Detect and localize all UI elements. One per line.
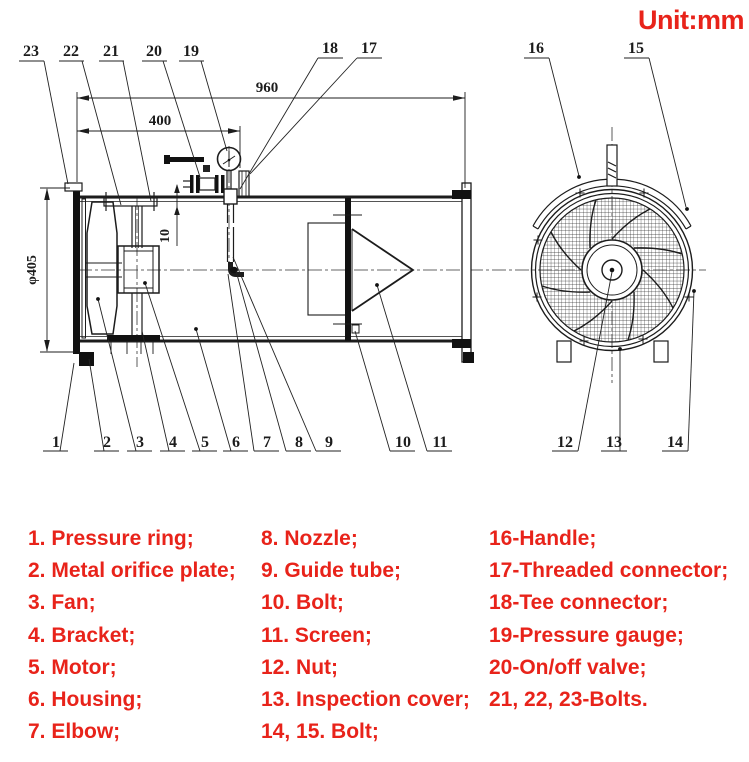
motor xyxy=(118,246,159,293)
legend-item: 5. Motor; xyxy=(28,655,117,679)
screen-section xyxy=(308,198,413,341)
legend-item: 10. Bolt; xyxy=(261,591,344,615)
legend-item: 7. Elbow; xyxy=(28,720,121,744)
callout-14: 14 xyxy=(667,434,683,451)
valve-lever xyxy=(167,157,204,162)
end-view xyxy=(532,145,694,362)
orifice-plate xyxy=(82,199,86,338)
callout-12: 12 xyxy=(557,434,573,451)
callout-20: 20 xyxy=(146,43,162,60)
dimension-texts xyxy=(25,80,278,285)
callout-8: 8 xyxy=(295,434,303,451)
legend-item: 20-On/off valve; xyxy=(489,655,647,679)
legend-item: 16-Handle; xyxy=(489,527,597,550)
callout-11: 11 xyxy=(432,434,448,451)
callout-19: 19 xyxy=(183,43,199,60)
callout-22: 22 xyxy=(63,43,79,60)
legend-item: 8. Nozzle; xyxy=(261,527,358,550)
legend-item: 13. Inspection cover; xyxy=(261,688,470,712)
legend-item: 21, 22, 23-Bolts. xyxy=(489,688,648,712)
legend-column-1 xyxy=(28,523,236,748)
callout-5: 5 xyxy=(201,434,209,451)
pressure-ring xyxy=(65,183,94,366)
callout-9: 9 xyxy=(325,434,333,451)
bracket xyxy=(104,192,160,354)
callout-7: 7 xyxy=(263,434,271,451)
callout-13: 13 xyxy=(606,434,622,451)
callout-3: 3 xyxy=(136,434,144,451)
callout-1: 1 xyxy=(52,434,60,451)
dimensions xyxy=(40,92,465,352)
legend-item: 2. Metal orifice plate; xyxy=(28,559,236,583)
legend-item: 6. Housing; xyxy=(28,688,143,712)
callout-16: 16 xyxy=(528,40,544,57)
legend-column-2 xyxy=(261,523,470,748)
legend-item: 9. Guide tube; xyxy=(261,559,402,583)
handle xyxy=(607,145,617,186)
callout-10: 10 xyxy=(395,434,411,451)
dim-400: 400 xyxy=(148,113,172,129)
legend-item: 3. Fan; xyxy=(28,591,96,615)
callout-18: 18 xyxy=(322,40,338,57)
callout-2: 2 xyxy=(103,434,111,451)
legend-item: 1. Pressure ring; xyxy=(28,527,194,550)
dim-960: 960 xyxy=(255,80,279,96)
side-view xyxy=(65,148,474,367)
callout-17: 17 xyxy=(361,40,377,57)
callout-23: 23 xyxy=(23,43,39,60)
foot-left xyxy=(557,341,571,362)
threaded-connector xyxy=(239,171,249,197)
legend-item: 17-Threaded connector; xyxy=(489,559,729,583)
legend-item: 19-Pressure gauge; xyxy=(489,623,684,647)
foot-right xyxy=(654,341,668,362)
callout-21: 21 xyxy=(103,43,119,60)
legend-item: 18-Tee connector; xyxy=(489,591,669,615)
legend-column-3 xyxy=(489,523,728,716)
legend-item: 12. Nut; xyxy=(261,655,339,679)
callout-15: 15 xyxy=(628,40,644,57)
dim-diameter: φ405 xyxy=(25,255,40,285)
callout-4: 4 xyxy=(169,434,177,451)
guide-tube xyxy=(228,204,234,262)
callout-6: 6 xyxy=(232,434,240,451)
unit-label: Unit:mm xyxy=(638,5,744,35)
legend-item: 14, 15. Bolt; xyxy=(261,720,379,744)
legend-item: 11. Screen; xyxy=(261,623,372,647)
dim-10: 10 xyxy=(158,229,173,243)
tee-connector xyxy=(224,189,237,204)
legend-item: 4. Bracket; xyxy=(28,623,136,647)
